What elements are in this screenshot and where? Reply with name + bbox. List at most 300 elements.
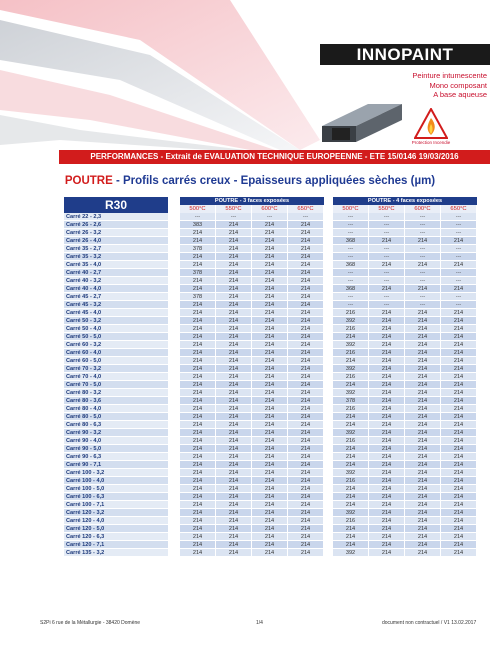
- spacer: [324, 221, 333, 229]
- value-cell: ---: [441, 253, 477, 261]
- row-label: Carré 80 - 3,2: [64, 389, 168, 397]
- value-cell: 214: [180, 381, 216, 389]
- value-cell: 214: [441, 525, 477, 533]
- group-3-faces-cells: [180, 229, 324, 237]
- group-4-faces-cells: [333, 277, 477, 285]
- value-cell: 214: [252, 261, 288, 269]
- performance-banner: PERFORMANCES - Extrait de EVALUATION TECHNIQUE EUROPEENNE - ETE 15/0146 19/03/2016: [59, 150, 490, 164]
- value-cell: 214: [405, 485, 441, 493]
- group-3-faces-header: POUTRE - 3 faces exposées: [180, 197, 324, 205]
- value-cell: 214: [369, 437, 405, 445]
- value-cell: 214: [180, 397, 216, 405]
- value-cell: ---: [252, 213, 288, 221]
- value-cell: 214: [369, 429, 405, 437]
- value-cell: 214: [252, 245, 288, 253]
- spacer: [324, 469, 333, 477]
- value-cell: 214: [369, 421, 405, 429]
- value-cell: 214: [216, 501, 252, 509]
- group-4-faces-cells: [333, 341, 477, 349]
- value-cell: 214: [180, 261, 216, 269]
- spacer: [324, 445, 333, 453]
- table-row: [64, 285, 477, 293]
- value-cell: 214: [216, 533, 252, 541]
- value-cell: 214: [252, 221, 288, 229]
- spacer: [324, 213, 333, 221]
- row-label: Carré 70 - 5,0: [64, 381, 168, 389]
- table-row: [64, 549, 477, 557]
- group-3-faces-cells: [180, 349, 324, 357]
- value-cell: 214: [252, 301, 288, 309]
- spacer: [324, 349, 333, 357]
- table-row: [64, 317, 477, 325]
- value-cell: 214: [288, 253, 324, 261]
- table-row: [64, 485, 477, 493]
- value-cell: 216: [333, 405, 369, 413]
- group-4-faces-cells: [333, 309, 477, 317]
- value-cell: 214: [369, 365, 405, 373]
- value-cell: 214: [288, 461, 324, 469]
- value-cell: 214: [216, 269, 252, 277]
- spacer: [168, 541, 180, 549]
- value-cell: 214: [441, 405, 477, 413]
- value-cell: 214: [216, 237, 252, 245]
- group-3-faces-cells: [180, 221, 324, 229]
- value-cell: 214: [369, 317, 405, 325]
- group-3-faces-cells: [180, 413, 324, 421]
- spacer: [324, 549, 333, 557]
- group-4-faces-cells: [333, 453, 477, 461]
- value-cell: 214: [180, 485, 216, 493]
- value-cell: 214: [441, 429, 477, 437]
- group-4-faces-cells: [333, 445, 477, 453]
- table-row: [64, 533, 477, 541]
- value-cell: 214: [180, 429, 216, 437]
- group-4-faces-cells: [333, 325, 477, 333]
- value-cell: 214: [441, 397, 477, 405]
- value-cell: 214: [405, 437, 441, 445]
- table-row: [64, 245, 477, 253]
- footer-page-number: 1/4: [256, 620, 263, 626]
- value-cell: 214: [288, 453, 324, 461]
- value-cell: 214: [180, 317, 216, 325]
- spacer: [324, 253, 333, 261]
- value-cell: 214: [216, 285, 252, 293]
- value-cell: ---: [369, 245, 405, 253]
- value-cell: 214: [333, 421, 369, 429]
- value-cell: 368: [333, 261, 369, 269]
- value-cell: 214: [252, 525, 288, 533]
- spacer: [324, 237, 333, 245]
- value-cell: 214: [216, 381, 252, 389]
- value-cell: 214: [180, 405, 216, 413]
- group-3-faces-cells: [180, 269, 324, 277]
- value-cell: 214: [180, 509, 216, 517]
- row-label: Carré 50 - 3,2: [64, 317, 168, 325]
- value-cell: 214: [180, 413, 216, 421]
- value-cell: 214: [441, 333, 477, 341]
- value-cell: 216: [333, 325, 369, 333]
- value-cell: 214: [180, 421, 216, 429]
- table-row: [64, 229, 477, 237]
- value-cell: 214: [405, 549, 441, 557]
- value-cell: 214: [252, 397, 288, 405]
- value-cell: 214: [180, 325, 216, 333]
- value-cell: ---: [369, 253, 405, 261]
- row-label: Carré 40 - 3,2: [64, 277, 168, 285]
- spacer: [168, 517, 180, 525]
- spacer: [324, 517, 333, 525]
- row-label: Carré 70 - 4,0: [64, 373, 168, 381]
- value-cell: 392: [333, 365, 369, 373]
- group-4-faces-cells: [333, 237, 477, 245]
- value-cell: 214: [252, 277, 288, 285]
- table-row: [64, 541, 477, 549]
- value-cell: ---: [369, 293, 405, 301]
- group-3-faces-cells: [180, 453, 324, 461]
- row-label: Carré 80 - 4,0: [64, 405, 168, 413]
- title-rest: - Profils carrés creux - Epaisseurs appliquées sèches (µm): [112, 175, 436, 187]
- value-cell: 214: [405, 469, 441, 477]
- value-cell: 214: [252, 253, 288, 261]
- table-row: [64, 453, 477, 461]
- value-cell: 214: [288, 549, 324, 557]
- value-cell: ---: [405, 293, 441, 301]
- value-cell: 214: [288, 221, 324, 229]
- table-row: [64, 365, 477, 373]
- row-label: Carré 60 - 4,0: [64, 349, 168, 357]
- value-cell: 214: [288, 389, 324, 397]
- group-4-faces-cells: [333, 405, 477, 413]
- group-4-faces-cells: [333, 285, 477, 293]
- spacer: [168, 453, 180, 461]
- value-cell: 214: [369, 373, 405, 381]
- value-cell: 214: [369, 485, 405, 493]
- value-cell: ---: [405, 253, 441, 261]
- row-label: Carré 90 - 4,0: [64, 437, 168, 445]
- value-cell: 214: [288, 437, 324, 445]
- value-cell: 214: [180, 373, 216, 381]
- value-cell: 214: [216, 333, 252, 341]
- value-cell: 368: [333, 237, 369, 245]
- decorative-swoosh-graphic: [0, 0, 330, 200]
- spacer: [168, 469, 180, 477]
- value-cell: 214: [333, 485, 369, 493]
- table-row: [64, 389, 477, 397]
- value-cell: 214: [333, 445, 369, 453]
- value-cell: 214: [405, 365, 441, 373]
- value-cell: 214: [405, 421, 441, 429]
- group-4-faces-cells: [333, 357, 477, 365]
- value-cell: 214: [180, 365, 216, 373]
- spacer: [168, 229, 180, 237]
- spacer: [324, 405, 333, 413]
- spacer: [168, 421, 180, 429]
- value-cell: 214: [216, 253, 252, 261]
- group-4-faces-cells: [333, 413, 477, 421]
- value-cell: 214: [441, 461, 477, 469]
- spacer: [168, 389, 180, 397]
- value-cell: 214: [288, 293, 324, 301]
- table-row: [64, 253, 477, 261]
- row-label: Carré 80 - 6,3: [64, 421, 168, 429]
- group-3-faces-cells: [180, 309, 324, 317]
- value-cell: 214: [405, 325, 441, 333]
- value-cell: ---: [441, 245, 477, 253]
- value-cell: 214: [180, 517, 216, 525]
- value-cell: 214: [405, 517, 441, 525]
- table-row: [64, 469, 477, 477]
- value-cell: ---: [369, 213, 405, 221]
- value-cell: 214: [288, 317, 324, 325]
- value-cell: ---: [405, 277, 441, 285]
- group-3-faces-cells: [180, 493, 324, 501]
- table-row: [64, 221, 477, 229]
- spacer: [324, 325, 333, 333]
- spacer: [324, 261, 333, 269]
- group-3-faces-cells: [180, 293, 324, 301]
- group-3-faces-cells: [180, 501, 324, 509]
- value-cell: 214: [216, 357, 252, 365]
- value-cell: 214: [441, 317, 477, 325]
- spacer: [324, 477, 333, 485]
- spacer: [168, 333, 180, 341]
- value-cell: 214: [216, 405, 252, 413]
- value-cell: ---: [405, 221, 441, 229]
- value-cell: 214: [369, 469, 405, 477]
- table-row: [64, 373, 477, 381]
- value-cell: 214: [288, 517, 324, 525]
- spacer: [324, 381, 333, 389]
- value-cell: 214: [405, 477, 441, 485]
- value-cell: 214: [405, 453, 441, 461]
- table-row: [64, 333, 477, 341]
- value-cell: 214: [369, 309, 405, 317]
- value-cell: 214: [180, 301, 216, 309]
- tagline-line-2: Mono composant: [429, 80, 487, 90]
- row-label: Carré 90 - 7,1: [64, 461, 168, 469]
- value-cell: 214: [216, 229, 252, 237]
- spacer: [168, 341, 180, 349]
- value-cell: 214: [252, 333, 288, 341]
- group-4-faces-cells: [333, 365, 477, 373]
- value-cell: 214: [252, 237, 288, 245]
- value-cell: 392: [333, 509, 369, 517]
- table-row: [64, 341, 477, 349]
- value-cell: 214: [441, 309, 477, 317]
- group-3-faces-cells: [180, 477, 324, 485]
- value-cell: 214: [333, 461, 369, 469]
- spacer: [324, 429, 333, 437]
- value-cell: 214: [216, 445, 252, 453]
- value-cell: ---: [441, 213, 477, 221]
- row-label: Carré 35 - 4,0: [64, 261, 168, 269]
- table-row: [64, 517, 477, 525]
- value-cell: 214: [288, 341, 324, 349]
- value-cell: 214: [369, 285, 405, 293]
- value-cell: 392: [333, 389, 369, 397]
- group-3-faces-cells: [180, 549, 324, 557]
- value-cell: 214: [180, 469, 216, 477]
- value-cell: 214: [288, 277, 324, 285]
- value-cell: 214: [252, 381, 288, 389]
- brand-logo: INNOPAINT: [320, 44, 490, 65]
- spacer: [168, 285, 180, 293]
- group-4-faces-cells: [333, 245, 477, 253]
- value-cell: 214: [288, 485, 324, 493]
- value-cell: 214: [369, 549, 405, 557]
- value-cell: 214: [180, 549, 216, 557]
- value-cell: 214: [288, 533, 324, 541]
- table-row: [64, 261, 477, 269]
- value-cell: ---: [333, 301, 369, 309]
- spacer: [324, 509, 333, 517]
- spacer: [324, 397, 333, 405]
- row-label: Carré 135 - 3,2: [64, 549, 168, 557]
- value-cell: 214: [369, 493, 405, 501]
- table-row: [64, 349, 477, 357]
- spacer: [168, 525, 180, 533]
- value-cell: 214: [252, 293, 288, 301]
- value-cell: 214: [405, 413, 441, 421]
- spacer: [324, 373, 333, 381]
- group-3-faces-cells: [180, 445, 324, 453]
- row-label: Carré 80 - 5,0: [64, 413, 168, 421]
- value-cell: 214: [441, 261, 477, 269]
- row-label: Carré 26 - 4,0: [64, 237, 168, 245]
- value-cell: 214: [288, 245, 324, 253]
- value-cell: 214: [441, 349, 477, 357]
- value-cell: 214: [180, 453, 216, 461]
- group-3-faces-cells: [180, 277, 324, 285]
- value-cell: 378: [180, 245, 216, 253]
- row-label: Carré 26 - 3,2: [64, 229, 168, 237]
- spacer: [324, 285, 333, 293]
- value-cell: 214: [216, 293, 252, 301]
- value-cell: 214: [405, 445, 441, 453]
- value-cell: 214: [180, 437, 216, 445]
- row-label: Carré 45 - 3,2: [64, 301, 168, 309]
- group-3-faces-cells: [180, 421, 324, 429]
- value-cell: 214: [180, 285, 216, 293]
- value-cell: 214: [405, 357, 441, 365]
- value-cell: 214: [333, 381, 369, 389]
- value-cell: 214: [288, 229, 324, 237]
- value-cell: 214: [252, 325, 288, 333]
- spacer: [168, 533, 180, 541]
- table-row: [64, 429, 477, 437]
- table-row: [64, 445, 477, 453]
- tagline-line-3: A base aqueuse: [433, 90, 487, 99]
- value-cell: ---: [441, 269, 477, 277]
- value-cell: 214: [369, 477, 405, 485]
- value-cell: 214: [216, 325, 252, 333]
- spacer: [324, 317, 333, 325]
- value-cell: 214: [369, 405, 405, 413]
- value-cell: 214: [216, 301, 252, 309]
- value-cell: 214: [252, 317, 288, 325]
- row-label: Carré 40 - 2,7: [64, 269, 168, 277]
- spacer: [168, 381, 180, 389]
- spacer: [324, 309, 333, 317]
- value-cell: 214: [405, 397, 441, 405]
- value-cell: 214: [216, 469, 252, 477]
- value-cell: 214: [216, 493, 252, 501]
- g3-temp-500: 500°C: [180, 205, 216, 213]
- spacer: [324, 229, 333, 237]
- table-row: [64, 357, 477, 365]
- value-cell: 214: [252, 413, 288, 421]
- page-title: [0, 175, 500, 187]
- table-row: [64, 381, 477, 389]
- value-cell: 214: [369, 453, 405, 461]
- value-cell: 214: [333, 541, 369, 549]
- value-cell: 214: [441, 381, 477, 389]
- value-cell: 214: [216, 517, 252, 525]
- value-cell: 378: [180, 269, 216, 277]
- group-4-faces-cells: [333, 333, 477, 341]
- value-cell: 392: [333, 341, 369, 349]
- value-cell: 216: [333, 349, 369, 357]
- row-label: Carré 120 - 6,3: [64, 533, 168, 541]
- value-cell: 214: [369, 237, 405, 245]
- group-4-faces-cells: [333, 269, 477, 277]
- value-cell: 214: [216, 373, 252, 381]
- group-3-faces-cells: [180, 517, 324, 525]
- value-cell: 368: [333, 285, 369, 293]
- g3-temp-650: 650°C: [288, 205, 324, 213]
- value-cell: 214: [252, 421, 288, 429]
- value-cell: 214: [252, 541, 288, 549]
- value-cell: 214: [180, 389, 216, 397]
- value-cell: 214: [252, 477, 288, 485]
- spacer: [168, 309, 180, 317]
- table-row: [64, 397, 477, 405]
- value-cell: ---: [333, 293, 369, 301]
- value-cell: 214: [369, 501, 405, 509]
- value-cell: 214: [180, 229, 216, 237]
- value-cell: 214: [288, 477, 324, 485]
- g4-temp-550: 550°C: [369, 205, 405, 213]
- row-label: Carré 50 - 4,0: [64, 325, 168, 333]
- value-cell: 214: [441, 389, 477, 397]
- value-cell: 214: [252, 549, 288, 557]
- table-row: [64, 421, 477, 429]
- group-4-faces-cells: [333, 501, 477, 509]
- spacer: [168, 509, 180, 517]
- value-cell: 214: [405, 509, 441, 517]
- value-cell: 214: [369, 341, 405, 349]
- value-cell: 214: [405, 541, 441, 549]
- spacer: [324, 437, 333, 445]
- row-label: Carré 120 - 3,2: [64, 509, 168, 517]
- spacer: [324, 269, 333, 277]
- spacer: [168, 213, 180, 221]
- spacer: [168, 245, 180, 253]
- value-cell: 214: [216, 549, 252, 557]
- value-cell: 214: [405, 373, 441, 381]
- group-3-faces-cells: [180, 237, 324, 245]
- value-cell: 214: [441, 493, 477, 501]
- value-cell: 214: [252, 429, 288, 437]
- value-cell: 214: [180, 541, 216, 549]
- spacer: [324, 485, 333, 493]
- spacer: [168, 357, 180, 365]
- group-4-faces-cells: [333, 533, 477, 541]
- spacer: [324, 357, 333, 365]
- group-4-faces-cells: [333, 437, 477, 445]
- value-cell: 214: [180, 357, 216, 365]
- value-cell: ---: [369, 269, 405, 277]
